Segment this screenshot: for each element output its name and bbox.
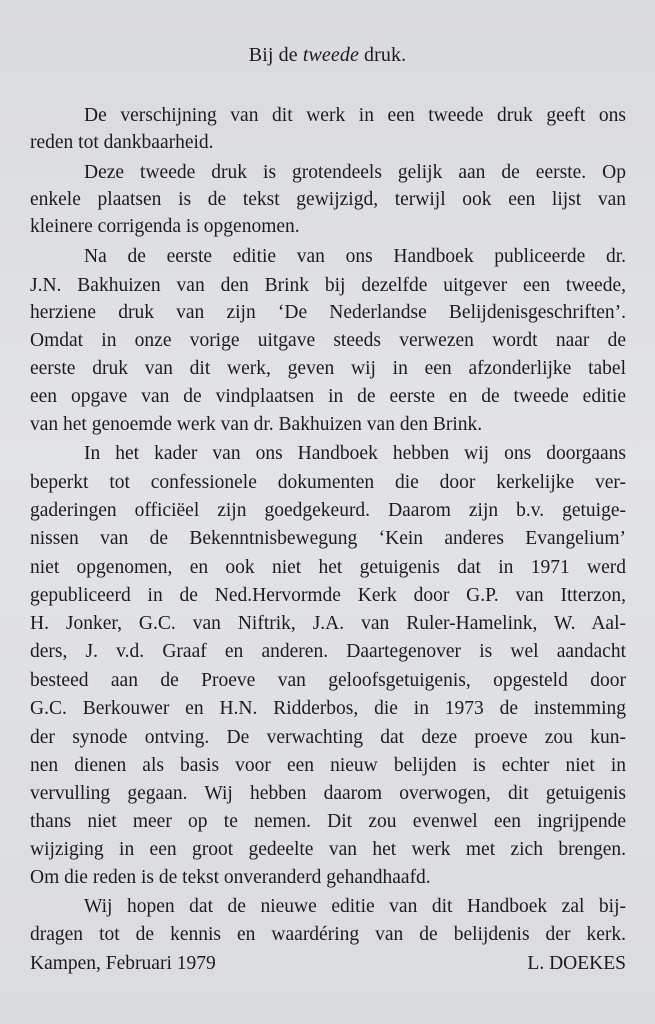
text-line: H. Jonker, G.C. van Niftrik, J.A. van Ruler-Hamelink, W. Aal- <box>30 613 626 634</box>
text-line: Deze tweede druk is grotendeels gelijk aan de eerste. Op <box>84 162 626 183</box>
text-line: wijziging in een groot gedeelte van het werk met zich brengen. <box>30 839 626 860</box>
text-line: kleinere corrigenda is opgenomen. <box>30 216 300 237</box>
text-line: Omdat in onze vorige uitgave steeds verwezen wordt naar de <box>30 330 626 351</box>
text-line: thans niet meer op te nemen. Dit zou evenwel een ingrijpende <box>30 811 626 832</box>
text-line: beperkt tot confessionele dokumenten die door kerkelijke ver- <box>30 472 626 493</box>
text-line: niet opgenomen, en ook niet het getuigenis dat in 1971 werd <box>30 557 626 578</box>
text-line: J.N. Bakhuizen van den Brink bij dezelfde uitgever een tweede, <box>30 275 626 296</box>
text-line: reden tot dankbaarheid. <box>30 132 214 153</box>
author-signature: L. DOEKES <box>527 953 626 974</box>
text-line: dragen tot de kennis en waardéring van de belijdenis der kerk. <box>30 924 626 945</box>
text-line: Om die reden is de tekst onveranderd gehandhaafd. <box>30 867 431 888</box>
text-line: gaderingen officiëel zijn goedgekeurd. Daarom zijn b.v. getuige- <box>30 500 626 521</box>
title-suffix: druk. <box>358 44 407 66</box>
text-line: nissen van de Bekenntnisbewegung ‘Kein anderes Evangelium’ <box>30 528 626 549</box>
text-line: herziene druk van zijn ‘De Nederlandse Belijdenisgeschriften’. <box>30 302 626 323</box>
text-line: In het kader van ons Handboek hebben wij ons doorgaans <box>84 443 626 464</box>
text-line: besteed aan de Proeve van geloofsgetuigenis, opgesteld door <box>30 670 626 691</box>
text-line: van het genoemde werk van dr. Bakhuizen van den Brink. <box>30 414 483 435</box>
title-prefix: Bij de <box>248 44 303 66</box>
text-line: vervulling gegaan. Wij hebben daarom overwogen, dit getuigenis <box>30 783 626 804</box>
text-line: Wij hopen dat de nieuwe editie van dit Handboek zal bij- <box>84 896 626 917</box>
title-italic-word: tweede <box>302 44 359 66</box>
text-line: G.C. Berkouwer en H.N. Ridderbos, die in 1973 de instemming <box>30 698 626 719</box>
text-line: Na de eerste editie van ons Handboek publiceerde dr. <box>84 246 626 267</box>
page-title <box>0 44 655 67</box>
closing-line <box>30 951 626 978</box>
text-line: De verschijning van dit werk in een tweede druk geeft ons <box>84 105 626 126</box>
text-line: een opgave van de vindplaatsen in de eerste en de tweede editie <box>30 386 626 407</box>
text-line: nen dienen als basis voor een nieuw belijden is echter niet in <box>30 755 626 776</box>
place-and-date: Kampen, Februari 1979 <box>30 953 216 974</box>
text-line: enkele plaatsen is de tekst gewijzigd, terwijl ook een lijst van <box>30 189 626 210</box>
text-line: gepubliceerd in de Ned.Hervormde Kerk door G.P. van Itterzon, <box>30 585 626 606</box>
text-line: der synode ontving. De verwachting dat deze proeve zou kun- <box>30 727 626 748</box>
text-line: ders, J. v.d. Graaf en anderen. Daartegenover is wel aandacht <box>30 641 626 662</box>
text-line: eerste druk van dit werk, geven wij in een afzonderlijke tabel <box>30 358 626 379</box>
